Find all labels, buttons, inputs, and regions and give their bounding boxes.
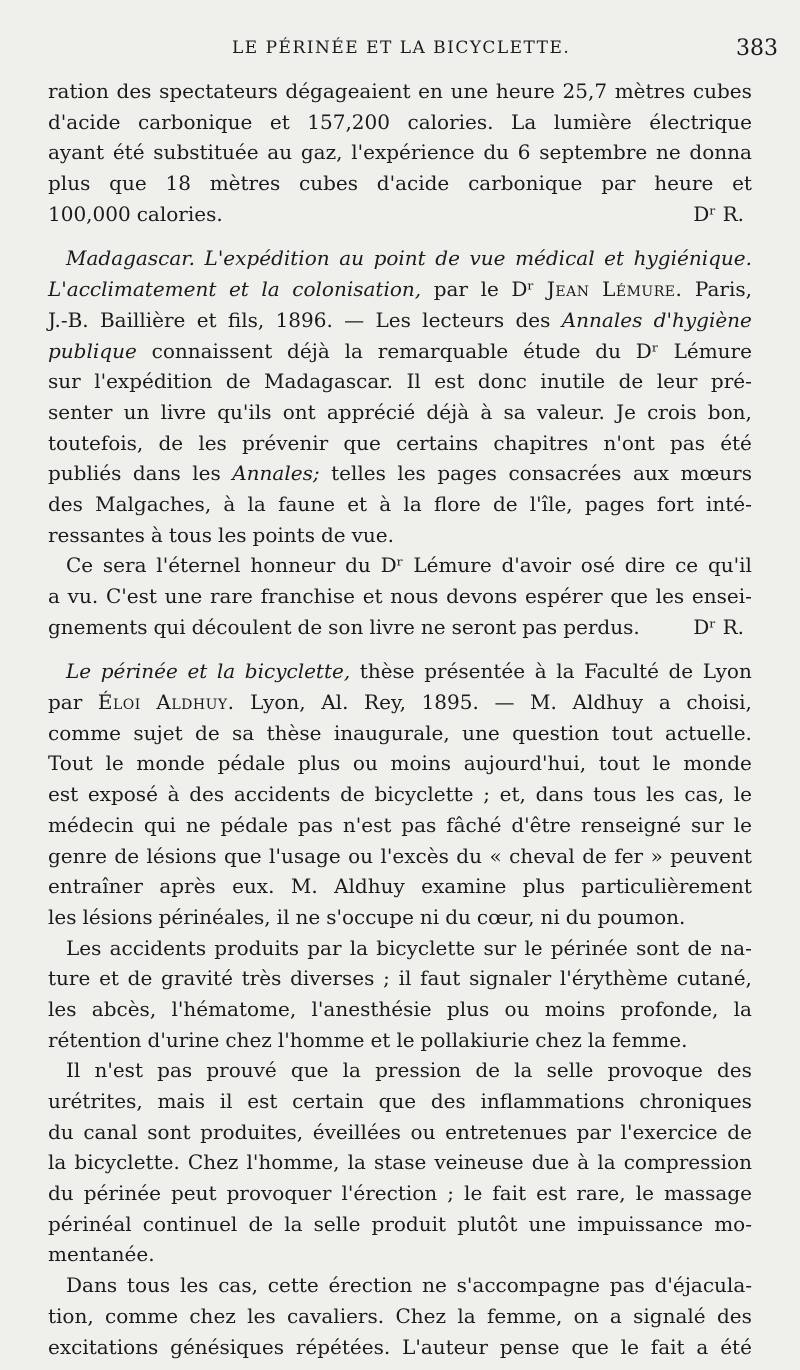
text-line: sur l'expédition de Madagascar. Il est donc inutile de leur pré-	[48, 369, 752, 394]
text-line: excitations génésiques répétées. L'auteur pense que le fait a été	[48, 1334, 752, 1359]
text-line: d'acide carbonique et 157,200 calories. La lumière électrique	[48, 109, 752, 134]
text-line: tion, comme chez les cavaliers. Chez la femme, on a signalé des	[48, 1303, 752, 1328]
text-line: Les accidents produits par la bicyclette sur le périnée sont de na-	[66, 935, 752, 960]
body-text	[48, 76, 752, 1362]
text-line: entraîner après eux. M. Aldhuy examine plus particulièrement	[48, 874, 752, 899]
signature: Dʳ R.	[693, 201, 744, 226]
text-line: L'acclimatement et la colonisation, par le Dʳ Jean Lémure. Paris,	[48, 277, 752, 302]
text-line: Tout le monde pédale plus ou moins aujourd'hui, tout le monde	[48, 751, 752, 776]
text-line: médecin qui ne pédale pas n'est pas fâché d'être renseigné sur le	[48, 812, 752, 837]
text-line: genre de lésions que l'usage ou l'excès du « cheval de fer » peuvent	[48, 843, 752, 868]
text-line: publique connaissent déjà la remarquable étude du Dʳ Lémure	[48, 338, 752, 363]
text-line: du canal sont produites, éveillées ou entretenues par l'exercice de	[48, 1119, 752, 1144]
text-line: Le périnée et la bicyclette, thèse présentée à la Faculté de Lyon	[66, 659, 752, 684]
text-line: est exposé à des accidents de bicyclette ; et, dans tous les cas, le	[48, 782, 752, 807]
text-line: ressantes à tous les points de vue.	[48, 522, 394, 547]
running-head	[0, 34, 800, 70]
text-line: ture et de gravité très diverses ; il faut signaler l'érythème cutané,	[48, 966, 752, 991]
text-line: mentanée.	[48, 1242, 155, 1267]
text-line: Madagascar. L'expédition au point de vue médical et hygiénique.	[66, 246, 752, 271]
page-number: 383	[736, 36, 778, 61]
text-line: ration des spectateurs dégageaient en une heure 25,7 mètres cubes	[48, 79, 752, 103]
text-line: par Éloi Aldhuy. Lyon, Al. Rey, 1895. — M. Aldhuy a choisi,	[48, 690, 752, 715]
text-line: les abcès, l'hématome, l'anesthésie plus ou moins profonde, la	[48, 996, 752, 1021]
text-line: plus que 18 mètres cubes d'acide carbonique par heure et	[48, 171, 752, 196]
text-line: toutefois, de les prévenir que certains chapitres n'ont pas été	[48, 430, 752, 455]
text-line: J.-B. Baillière et fils, 1896. — Les lecteurs des Annales d'hygiène	[48, 307, 752, 332]
text-line: gnements qui découlent de son livre ne seront pas perdus. Dʳ R.	[48, 612, 752, 643]
text-line: du périnée peut provoquer l'érection ; le fait est rare, le massage	[48, 1181, 752, 1206]
text-line: ayant été substituée au gaz, l'expérience du 6 septembre ne donna	[48, 140, 752, 165]
text-line: a vu. C'est une rare franchise et nous devons espérer que les ensei-	[48, 584, 752, 608]
text-line: Dans tous les cas, cette érection ne s'accompagne pas d'éjacula-	[66, 1273, 752, 1298]
text-line: des Malgaches, à la faune et à la flore de l'île, pages fort inté-	[48, 491, 752, 516]
text-line: comme sujet de sa thèse inaugurale, une question tout actuelle.	[48, 720, 752, 745]
text-line: périnéal continuel de la selle produit plutôt une impuissance mo-	[48, 1211, 752, 1236]
text-line: Il n'est pas prouvé que la pression de la selle provoque des	[66, 1058, 752, 1083]
running-title: LE PÉRINÉE ET LA BICYCLETTE.	[232, 38, 571, 58]
paragraph-gap	[48, 229, 752, 243]
text-line: les lésions périnéales, il ne s'occupe ni du cœur, ni du poumon.	[48, 904, 686, 929]
text-line: senter un livre qu'ils ont apprécié déjà à sa valeur. Je crois bon,	[48, 399, 752, 424]
signature: Dʳ R.	[693, 614, 744, 639]
paragraph-gap	[48, 642, 752, 656]
text-line: la bicyclette. Chez l'homme, la stase veineuse due à la compression	[48, 1150, 752, 1175]
text-line: urétrites, mais il est certain que des inflammations chroniques	[48, 1089, 752, 1113]
text-line: Ce sera l'éternel honneur du Dʳ Lémure d'avoir osé dire ce qu'il	[66, 553, 752, 578]
text-line: 100,000 calories. Dʳ R.	[48, 199, 752, 230]
text-line: publiés dans les Annales; telles les pages consacrées aux mœurs	[48, 461, 752, 486]
text-line: rétention d'urine chez l'homme et le pollakiurie chez la femme.	[48, 1027, 688, 1052]
